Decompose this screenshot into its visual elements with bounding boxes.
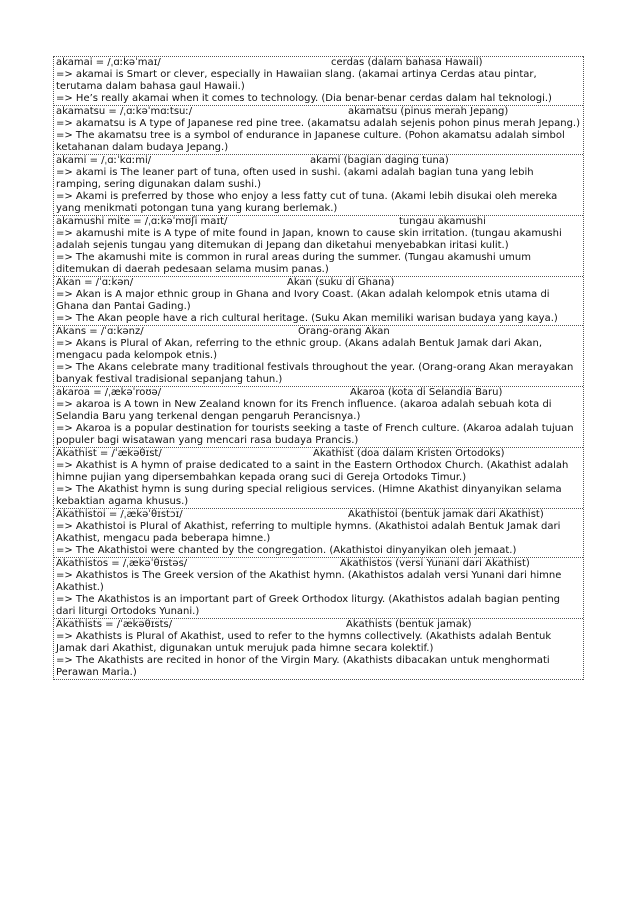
entry-definition: => akamushi mite is A type of mite found in Japan, known to cause skin irritation. (tungau akamushi adalah sejenis tungau yang ditemukan di Jepang dan diketahui menyebabkan iritasi kulit.) — [56, 228, 562, 251]
entry-example: => The akamushi mite is common in rural areas during the summer. (Tungau akamushi umum ditemukan di daerah pedesaan selama musim panas.) — [56, 252, 532, 275]
entry-translation: Akathistos (versi Yunani dari Akathist) — [340, 558, 530, 569]
entry-translation: Akathist (doa dalam Kristen Ortodoks) — [313, 448, 505, 459]
entry-term: Akathists = /ˈækəθɪsts/ — [56, 619, 173, 630]
entry-term: Akathistoi = /ˌækəˈθɪstɔɪ/ — [56, 509, 183, 520]
entry-akamushi-mite — [54, 215, 583, 276]
entry-term: akamai = /ˌɑːkəˈmaɪ/ — [56, 57, 161, 68]
entry-definition: => Akans is Plural of Akan, referring to the ethnic group. (Akans adalah Bentuk Jamak dari Akan, mengacu pada kelompok etnis.) — [56, 338, 543, 361]
entry-definition: => Akathistoi is Plural of Akathist, referring to multiple hymns. (Akathistoi adalah Bentuk Jamak dari Akathist, mengacu pada beberapa himne.) — [56, 521, 561, 544]
entry-akamai — [54, 56, 583, 105]
entry-example: => Akami is preferred by those who enjoy a less fatty cut of tuna. (Akami lebih disukai oleh mereka yang menikmati potongan tuna yang kurang berlemak.) — [56, 191, 558, 214]
entry-definition: => akamai is Smart or clever, especially in Hawaiian slang. (akamai artinya Cerdas atau pintar, terutama dalam bahasa gaul Hawaii.) — [56, 69, 537, 92]
entry-term: akamatsu = /ˌɑːkəˈmɑːtsuː/ — [56, 106, 193, 117]
entry-definition: => akamatsu is A type of Japanese red pine tree. (akamatsu adalah sejenis pohon pinus merah Jepang.) — [56, 118, 581, 129]
entry-term: akamushi mite = /ˌɑːkəˈmʊʃi maɪt/ — [56, 216, 228, 227]
entry-akathistoi — [54, 508, 583, 557]
entry-example: => The Akan people have a rich cultural heritage. (Suku Akan memiliki warisan budaya yang kaya.) — [56, 313, 558, 324]
entry-term: Akathistos = /ˌækəˈθɪstəs/ — [56, 558, 188, 569]
dictionary-table — [53, 56, 584, 680]
entry-example: => The Akans celebrate many traditional festivals throughout the year. (Orang-orang Akan merayakan banyak festival tradisional sepanjang tahun.) — [56, 362, 574, 385]
entry-akami — [54, 154, 583, 215]
entry-definition: => akami is The leaner part of tuna, often used in sushi. (akami adalah bagian tuna yang lebih ramping, sering digunakan dalam sushi.) — [56, 167, 534, 190]
entry-term: Akan = /ˈɑːkən/ — [56, 277, 134, 288]
entry-translation: Akathists (bentuk jamak) — [346, 619, 472, 630]
entry-example: => The Akathists are recited in honor of the Virgin Mary. (Akathists dibacakan untuk menghormati Perawan Maria.) — [56, 655, 550, 678]
entry-term: Akathist = /ˈækəθɪst/ — [56, 448, 162, 459]
entry-example: => He’s really akamai when it comes to technology. (Dia benar-benar cerdas dalam hal teknologi.) — [56, 93, 552, 104]
entry-example: => Akaroa is a popular destination for tourists seeking a taste of French culture. (Akaroa adalah tujuan populer bagi wisatawan yang mencari rasa budaya Prancis.) — [56, 423, 574, 446]
entry-definition: => akaroa is A town in New Zealand known for its French influence. (akaroa adalah sebuah kota di Selandia Baru yang terkenal dengan pengaruh Perancisnya.) — [56, 399, 552, 422]
entry-translation: akami (bagian daging tuna) — [310, 155, 449, 166]
entry-term: akami = /ˌɑːˈkɑːmi/ — [56, 155, 152, 166]
entry-akaroa — [54, 386, 583, 447]
entry-definition: => Akathist is A hymn of praise dedicated to a saint in the Eastern Orthodox Church. (Akathist adalah himne pujian yang dipersembahkan kepada orang suci di Gereja Ortodoks Timur.) — [56, 460, 569, 483]
entry-akathists — [54, 618, 583, 680]
entry-akathist — [54, 447, 583, 508]
entry-akathistos — [54, 557, 583, 618]
entry-term: akaroa = /ˌækəˈroʊə/ — [56, 387, 162, 398]
entry-translation: Akan (suku di Ghana) — [287, 277, 395, 288]
entry-translation: tungau akamushi — [399, 216, 486, 227]
entry-definition: => Akan is A major ethnic group in Ghana and Ivory Coast. (Akan adalah kelompok etnis utama di Ghana dan Pantai Gading.) — [56, 289, 550, 312]
entry-example: => The Akathistoi were chanted by the congregation. (Akathistoi dinyanyikan oleh jemaat.) — [56, 545, 517, 556]
entry-akans — [54, 325, 583, 386]
entry-translation: cerdas (dalam bahasa Hawaii) — [331, 57, 483, 68]
entry-term: Akans = /ˈɑːkənz/ — [56, 326, 144, 337]
entry-translation: Akaroa (kota di Selandia Baru) — [350, 387, 503, 398]
entry-akan — [54, 276, 583, 325]
entry-definition: => Akathistos is The Greek version of the Akathist hymn. (Akathistos adalah versi Yunani dari himne Akathist.) — [56, 570, 562, 593]
entry-example: => The Akathistos is an important part of Greek Orthodox liturgy. (Akathistos adalah bagian penting dari liturgi Ortodoks Yunani.) — [56, 594, 561, 617]
entry-example: => The akamatsu tree is a symbol of endurance in Japanese culture. (Pohon akamatsu adalah simbol ketahanan dalam budaya Jepang.) — [56, 130, 565, 153]
entry-example: => The Akathist hymn is sung during special religious services. (Himne Akathist dinyanyikan selama kebaktian agama khusus.) — [56, 484, 562, 507]
entry-akamatsu — [54, 105, 583, 154]
entry-translation: akamatsu (pinus merah Jepang) — [348, 106, 509, 117]
entry-definition: => Akathists is Plural of Akathist, used to refer to the hymns collectively. (Akathists adalah Bentuk Jamak dari Akathist, digunakan untuk merujuk pada himne secara kolektif.) — [56, 631, 552, 654]
entry-translation: Akathistoi (bentuk jamak dari Akathist) — [348, 509, 544, 520]
entry-translation: Orang-orang Akan — [298, 326, 390, 337]
